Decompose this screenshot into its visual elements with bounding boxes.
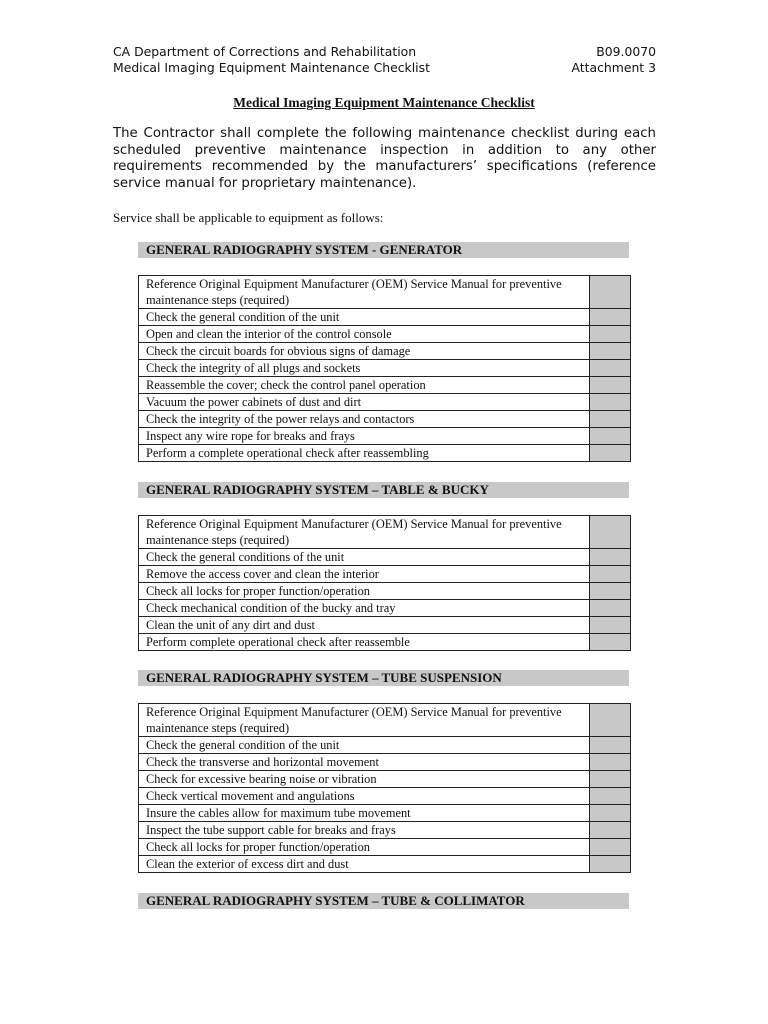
checklist-row bbox=[139, 856, 631, 873]
checklist-tube-suspension bbox=[138, 703, 631, 873]
checklist-item: Inspect any wire rope for breaks and frays bbox=[139, 428, 590, 445]
check-box[interactable] bbox=[590, 428, 631, 445]
checklist-item: Remove the access cover and clean the interior bbox=[139, 566, 590, 583]
checklist-item: Check vertical movement and angulations bbox=[139, 788, 590, 805]
service-note: Service shall be applicable to equipment as follows: bbox=[113, 210, 384, 225]
checklist-row bbox=[139, 583, 631, 600]
document-title: Medical Imaging Equipment Maintenance Checklist bbox=[233, 95, 535, 110]
check-box[interactable] bbox=[590, 583, 631, 600]
checklist-item: Check the integrity of the power relays and contactors bbox=[139, 411, 590, 428]
check-box[interactable] bbox=[590, 754, 631, 771]
checklist-row bbox=[139, 600, 631, 617]
checklist-item: Clean the unit of any dirt and dust bbox=[139, 617, 590, 634]
checklist-row bbox=[139, 805, 631, 822]
checklist-row bbox=[139, 394, 631, 411]
check-box[interactable] bbox=[590, 360, 631, 377]
checklist-row bbox=[139, 428, 631, 445]
section-title-tube-collimator: GENERAL RADIOGRAPHY SYSTEM – TUBE & COLLIMATOR bbox=[138, 893, 629, 909]
check-box[interactable] bbox=[590, 704, 631, 737]
checklist-row bbox=[139, 360, 631, 377]
checklist-table-bucky bbox=[138, 515, 631, 651]
checklist-item: Open and clean the interior of the control console bbox=[139, 326, 590, 343]
checklist-item: Check all locks for proper function/operation bbox=[139, 839, 590, 856]
checklist-row bbox=[139, 326, 631, 343]
checklist-row bbox=[139, 788, 631, 805]
checklist-item: Perform complete operational check after reassemble bbox=[139, 634, 590, 651]
check-box[interactable] bbox=[590, 411, 631, 428]
check-box[interactable] bbox=[590, 788, 631, 805]
checklist-row bbox=[139, 634, 631, 651]
checklist-row bbox=[139, 822, 631, 839]
check-box[interactable] bbox=[590, 566, 631, 583]
header-attachment: Attachment 3 bbox=[571, 60, 656, 75]
checklist-item: Clean the exterior of excess dirt and dust bbox=[139, 856, 590, 873]
check-box[interactable] bbox=[590, 343, 631, 360]
header-department: CA Department of Corrections and Rehabilitation bbox=[113, 44, 417, 59]
checklist-item: Perform a complete operational check after reassembling bbox=[139, 445, 590, 462]
checklist-generator bbox=[138, 275, 631, 462]
section-title-tube-suspension: GENERAL RADIOGRAPHY SYSTEM – TUBE SUSPENSION bbox=[138, 670, 629, 686]
check-box[interactable] bbox=[590, 600, 631, 617]
checklist-item: Reference Original Equipment Manufacturer (OEM) Service Manual for preventive maintenance steps (required) bbox=[139, 704, 590, 737]
checklist-item: Check the transverse and horizontal movement bbox=[139, 754, 590, 771]
check-box[interactable] bbox=[590, 617, 631, 634]
checklist-item: Insure the cables allow for maximum tube movement bbox=[139, 805, 590, 822]
checklist-row bbox=[139, 771, 631, 788]
check-box[interactable] bbox=[590, 445, 631, 462]
check-box[interactable] bbox=[590, 516, 631, 549]
checklist-row bbox=[139, 377, 631, 394]
check-box[interactable] bbox=[590, 856, 631, 873]
check-box[interactable] bbox=[590, 326, 631, 343]
checklist-row bbox=[139, 343, 631, 360]
header-right bbox=[572, 44, 656, 76]
checklist-item: Check the general conditions of the unit bbox=[139, 549, 590, 566]
checklist-item: Reassemble the cover; check the control panel operation bbox=[139, 377, 590, 394]
checklist-item: Reference Original Equipment Manufacturer (OEM) Service Manual for preventive maintenance steps (required) bbox=[139, 276, 590, 309]
section-title-table-bucky: GENERAL RADIOGRAPHY SYSTEM – TABLE & BUCKY bbox=[138, 482, 629, 498]
checklist-item: Check the circuit boards for obvious signs of damage bbox=[139, 343, 590, 360]
checklist-row bbox=[139, 411, 631, 428]
checklist-row bbox=[139, 704, 631, 737]
checklist-row bbox=[139, 549, 631, 566]
check-box[interactable] bbox=[590, 309, 631, 326]
checklist-item: Vacuum the power cabinets of dust and dirt bbox=[139, 394, 590, 411]
check-box[interactable] bbox=[590, 634, 631, 651]
check-box[interactable] bbox=[590, 737, 631, 754]
checklist-row bbox=[139, 276, 631, 309]
check-box[interactable] bbox=[590, 394, 631, 411]
check-box[interactable] bbox=[590, 771, 631, 788]
intro-paragraph: The Contractor shall complete the following maintenance checklist during each scheduled preventive maintenance inspection in addition to any other requirements recommended by the manufacturers’ specifications (reference service manual for proprietary maintenance). bbox=[113, 126, 656, 191]
checklist-row bbox=[139, 516, 631, 549]
section-title-generator: GENERAL RADIOGRAPHY SYSTEM - GENERATOR bbox=[138, 242, 629, 258]
check-box[interactable] bbox=[590, 822, 631, 839]
checklist-row bbox=[139, 309, 631, 326]
checklist-row bbox=[139, 839, 631, 856]
checklist-row bbox=[139, 754, 631, 771]
checklist-item: Check for excessive bearing noise or vibration bbox=[139, 771, 590, 788]
checklist-item: Check the general condition of the unit bbox=[139, 737, 590, 754]
checklist-item: Check the integrity of all plugs and sockets bbox=[139, 360, 590, 377]
checklist-row bbox=[139, 737, 631, 754]
header-left bbox=[113, 44, 430, 76]
checklist-item: Reference Original Equipment Manufacturer (OEM) Service Manual for preventive maintenance steps (required) bbox=[139, 516, 590, 549]
checklist-item: Check the general condition of the unit bbox=[139, 309, 590, 326]
checklist-item: Inspect the tube support cable for breaks and frays bbox=[139, 822, 590, 839]
checklist-item: Check mechanical condition of the bucky and tray bbox=[139, 600, 590, 617]
checklist-row bbox=[139, 617, 631, 634]
check-box[interactable] bbox=[590, 805, 631, 822]
header-doc-number: B09.0070 bbox=[596, 44, 656, 59]
checklist-row bbox=[139, 566, 631, 583]
check-box[interactable] bbox=[590, 377, 631, 394]
header-doc-name: Medical Imaging Equipment Maintenance Checklist bbox=[113, 60, 430, 75]
checklist-item: Check all locks for proper function/operation bbox=[139, 583, 590, 600]
check-box[interactable] bbox=[590, 839, 631, 856]
checklist-row bbox=[139, 445, 631, 462]
check-box[interactable] bbox=[590, 276, 631, 309]
check-box[interactable] bbox=[590, 549, 631, 566]
